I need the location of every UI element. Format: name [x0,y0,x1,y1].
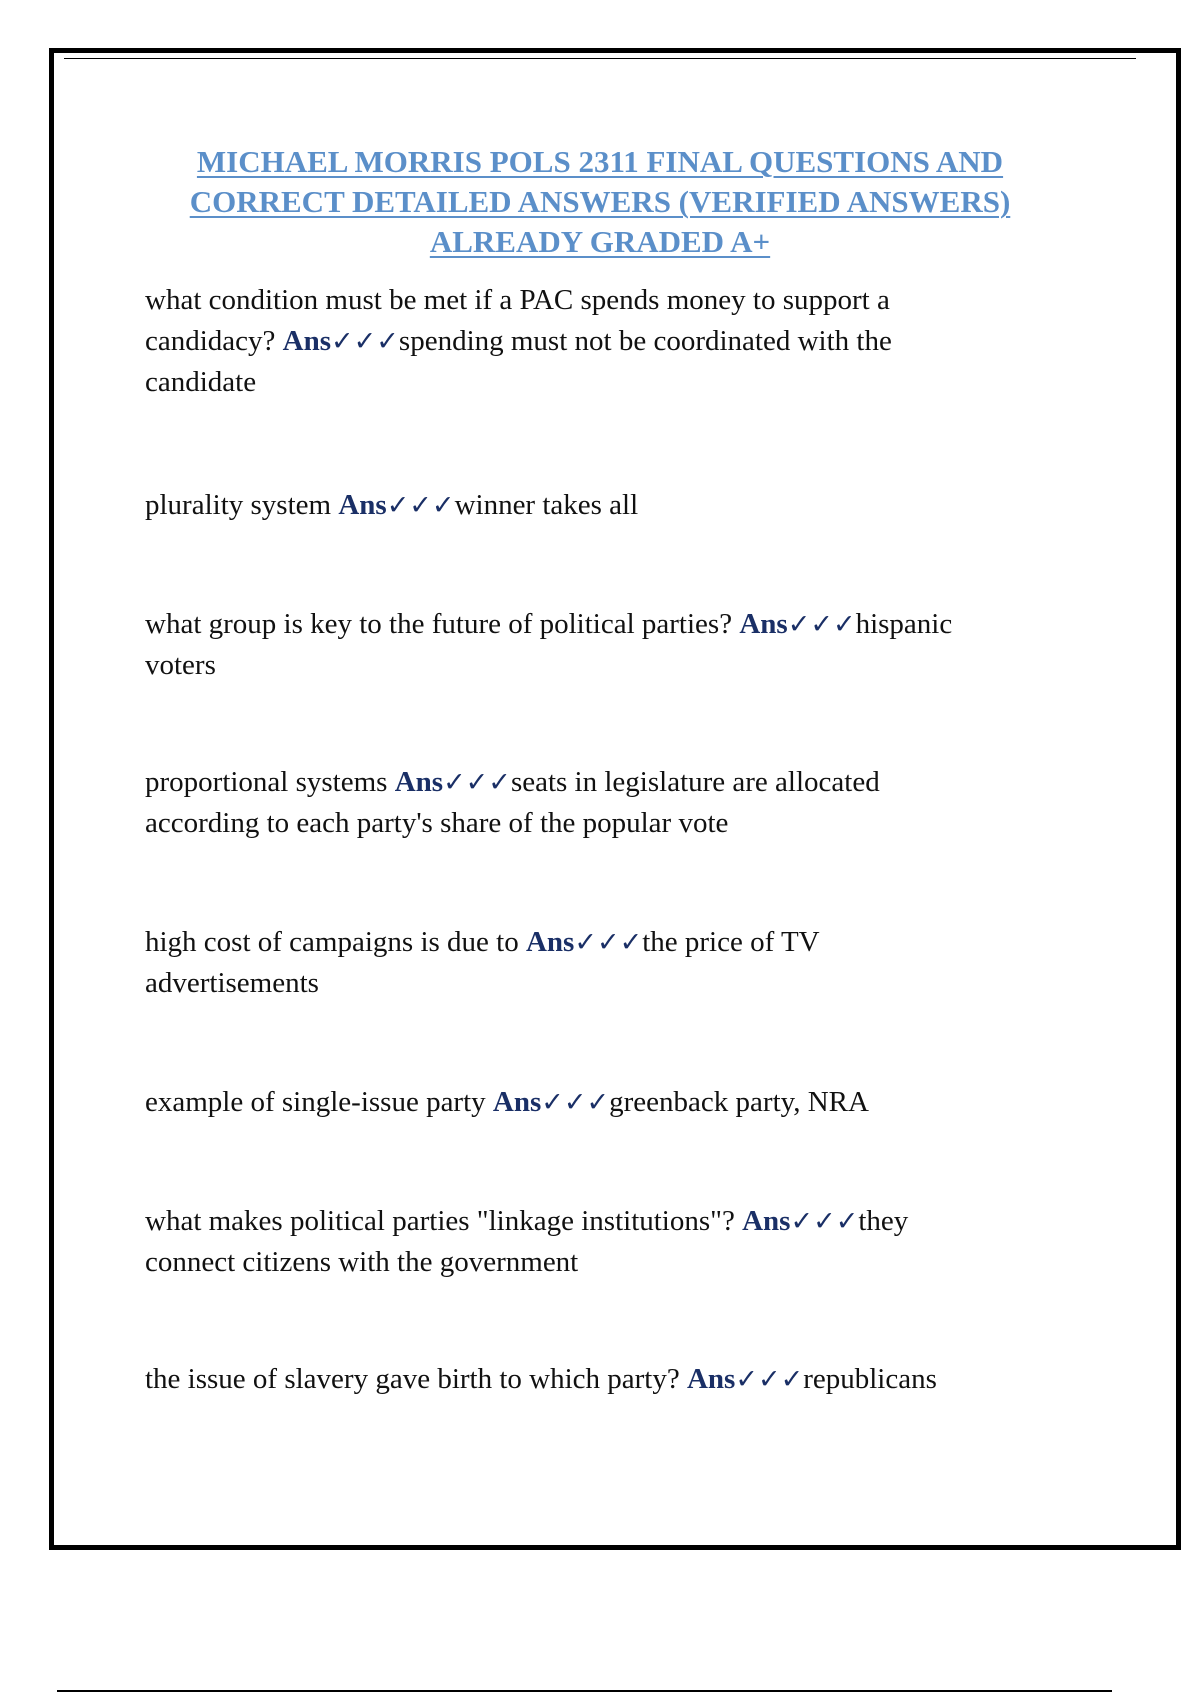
answer-text: republicans [803,1363,937,1395]
top-rule [64,58,1136,59]
qa-entry-4 [145,762,1085,844]
question-text: the issue of slavery gave birth to which party? [145,1363,687,1395]
answer-text: advertisements [145,967,319,999]
answer-marker: Ans [492,1086,542,1118]
answer-marker: Ans [686,1363,736,1395]
answer-marker: Ans [282,325,332,357]
answer-text: spending must not be coordinated with the [398,325,892,357]
question-text: what condition must be met if a PAC spends money to support a [145,284,890,316]
question-text: high cost of campaigns is due to [145,926,526,958]
qa-entry-2 [145,485,1085,526]
qa-entry-7 [145,1201,1085,1283]
question-text: what group is key to the future of political parties? [145,608,740,640]
title-line-1: MICHAEL MORRIS POLS 2311 FINAL QUESTIONS AND [196,144,1004,179]
answer-text: they [858,1205,909,1237]
answer-marker: Ans [394,766,444,798]
answer-text: hispanic [855,608,953,640]
qa-entry-6 [145,1082,1085,1123]
checkmark-icon: ✓✓✓ [386,490,455,521]
question-text: plurality system [145,489,339,521]
answer-text: seats in legislature are allocated [510,766,880,798]
question-text: proportional systems [145,766,395,798]
checkmark-icon: ✓✓✓ [790,1206,859,1237]
qa-entry-3 [145,604,1085,686]
answer-text: greenback party, NRA [609,1086,869,1118]
checkmark-icon: ✓✓✓ [574,927,643,958]
answer-text: candidate [145,366,257,398]
qa-entry-8 [145,1359,1085,1400]
answer-text: connect citizens with the government [145,1246,579,1278]
document-title [100,142,1100,262]
checkmark-icon: ✓✓✓ [787,609,856,640]
title-line-2: CORRECT DETAILED ANSWERS (VERIFIED ANSWERS) [189,184,1011,219]
answer-marker: Ans [739,608,788,640]
qa-entry-1 [145,280,1085,403]
question-text: candidacy? [145,325,283,357]
qa-entry-5 [145,922,1085,1004]
question-text: example of single-issue party [145,1086,493,1118]
answer-text: voters [145,649,216,681]
answer-marker: Ans [525,926,575,958]
answer-marker: Ans [338,489,387,521]
bottom-rule [57,1690,1112,1692]
checkmark-icon: ✓✓✓ [443,767,511,798]
title-line-3: ALREADY GRADED A+ [429,224,771,259]
checkmark-icon: ✓✓✓ [331,326,399,357]
checkmark-icon: ✓✓✓ [735,1364,804,1395]
question-text: what makes political parties "linkage institutions"? [145,1205,743,1237]
answer-marker: Ans [742,1205,791,1237]
checkmark-icon: ✓✓✓ [541,1087,610,1118]
answer-text: the price of TV [642,926,820,958]
answer-text: winner takes all [454,489,639,521]
answer-text: according to each party's share of the popular vote [145,807,729,839]
